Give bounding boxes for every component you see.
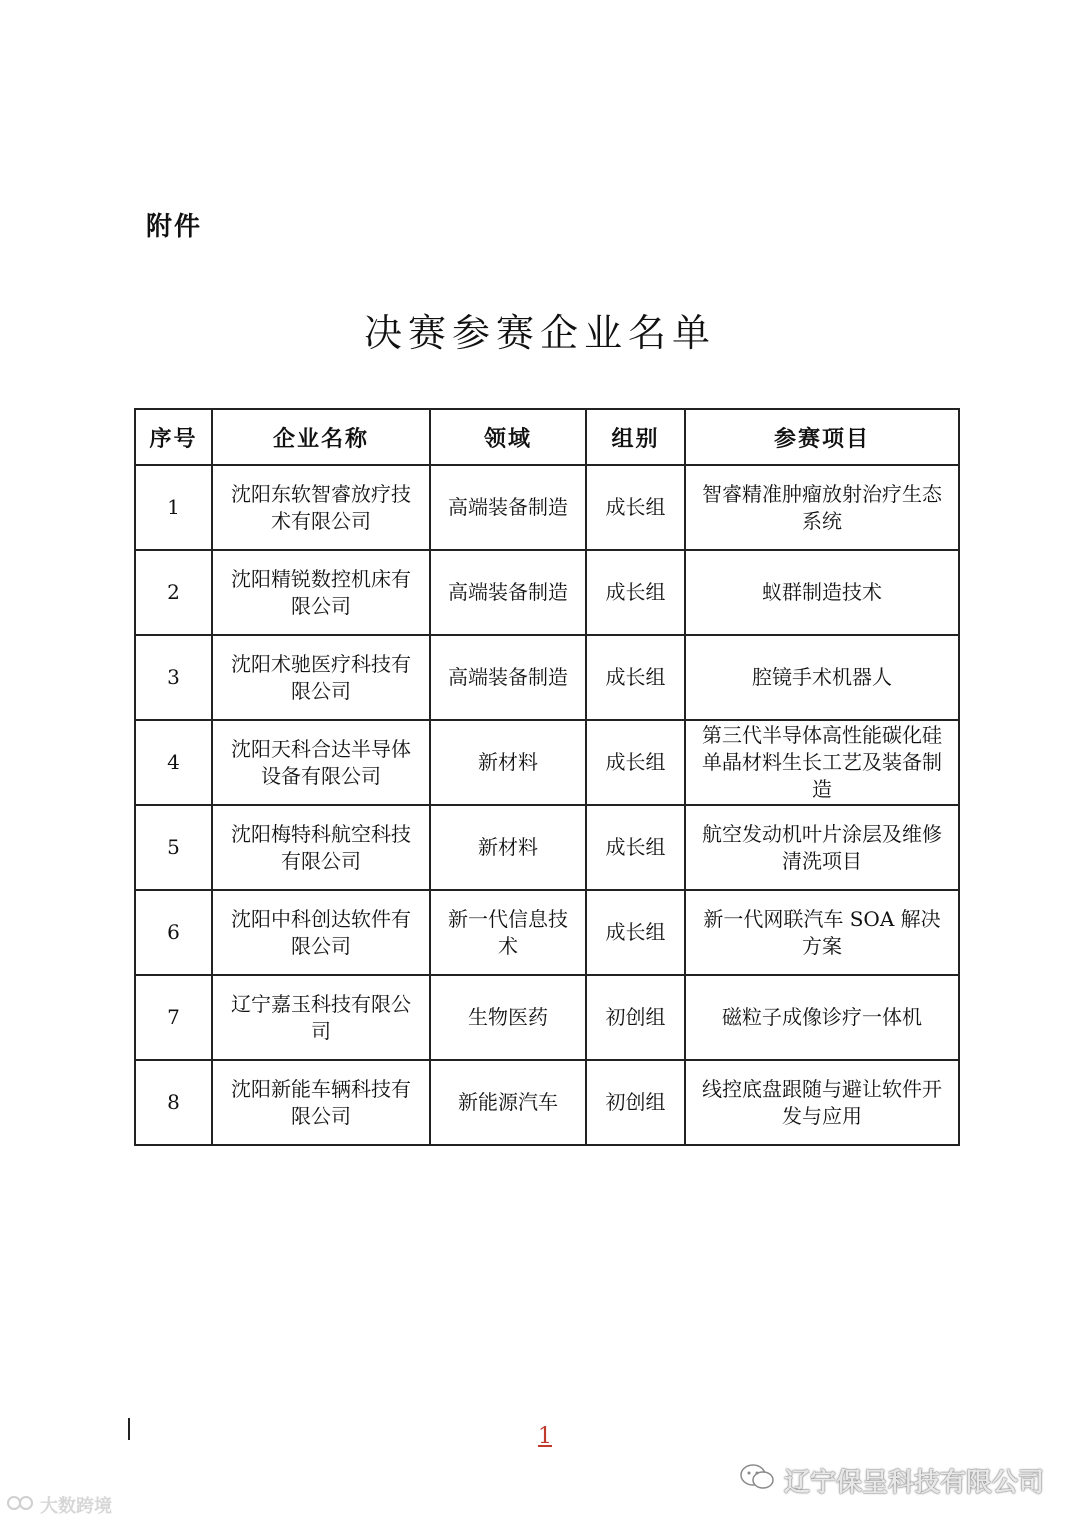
cell-project: 磁粒子成像诊疗一体机 — [685, 975, 959, 1060]
cell-group: 成长组 — [586, 465, 685, 550]
cell-project: 蚁群制造技术 — [685, 550, 959, 635]
cell-group: 成长组 — [586, 890, 685, 975]
cell-group: 成长组 — [586, 635, 685, 720]
cell-company: 沈阳东软智睿放疗技术有限公司 — [212, 465, 430, 550]
column-header-field: 领域 — [430, 409, 586, 465]
cell-field: 新材料 — [430, 805, 586, 890]
cell-project: 智睿精准肿瘤放射治疗生态系统 — [685, 465, 959, 550]
cell-company: 沈阳天科合达半导体设备有限公司 — [212, 720, 430, 805]
table-row — [135, 975, 959, 1060]
cell-group: 成长组 — [586, 550, 685, 635]
cell-no: 2 — [135, 550, 212, 635]
watermark-right-text: 辽宁保呈科技有限公司 — [784, 1468, 1045, 1498]
text-cursor — [128, 1418, 130, 1440]
cell-project: 新一代网联汽车 SOA 解决方案 — [685, 890, 959, 975]
cell-field: 生物医药 — [430, 975, 586, 1060]
cell-group: 初创组 — [586, 975, 685, 1060]
watermark-right — [738, 1462, 1044, 1499]
cell-no: 5 — [135, 805, 212, 890]
cell-project: 航空发动机叶片涂层及维修清洗项目 — [685, 805, 959, 890]
attachment-label: 附件 — [146, 212, 203, 242]
cell-project: 第三代半导体高性能碳化硅单晶材料生长工艺及装备制造 — [685, 720, 959, 805]
cell-field: 新能源汽车 — [430, 1060, 586, 1145]
cell-company: 沈阳术驰医疗科技有限公司 — [212, 635, 430, 720]
watermark-left-text: 大数跨境 — [40, 1496, 112, 1517]
cell-field: 新一代信息技术 — [430, 890, 586, 975]
column-header-project: 参赛项目 — [685, 409, 959, 465]
table-row — [135, 890, 959, 975]
table-row — [135, 720, 959, 805]
column-header-company: 企业名称 — [212, 409, 430, 465]
cell-field: 高端装备制造 — [430, 635, 586, 720]
column-header-no: 序号 — [135, 409, 212, 465]
page-title: 决赛参赛企业名单 — [363, 311, 716, 355]
table-row — [135, 465, 959, 550]
cell-company: 沈阳新能车辆科技有限公司 — [212, 1060, 430, 1145]
table-row — [135, 550, 959, 635]
cell-field: 新材料 — [430, 720, 586, 805]
page-number[interactable]: 1 — [538, 1424, 552, 1449]
cell-field: 高端装备制造 — [430, 465, 586, 550]
table-row — [135, 635, 959, 720]
column-header-group: 组别 — [586, 409, 685, 465]
cell-no: 8 — [135, 1060, 212, 1145]
cell-project: 线控底盘跟随与避让软件开发与应用 — [685, 1060, 959, 1145]
cell-no: 7 — [135, 975, 212, 1060]
cell-no: 1 — [135, 465, 212, 550]
link-icon — [6, 1493, 36, 1518]
cell-company: 沈阳梅特科航空科技有限公司 — [212, 805, 430, 890]
table-row — [135, 1060, 959, 1145]
watermark-left — [6, 1492, 112, 1518]
cell-company: 沈阳中科创达软件有限公司 — [212, 890, 430, 975]
cell-no: 6 — [135, 890, 212, 975]
cell-no: 3 — [135, 635, 212, 720]
table-row — [135, 805, 959, 890]
cell-group: 成长组 — [586, 720, 685, 805]
table-header-row — [135, 409, 959, 465]
cell-no: 4 — [135, 720, 212, 805]
cell-project: 腔镜手术机器人 — [685, 635, 959, 720]
table-body — [135, 465, 959, 1145]
company-table — [134, 408, 960, 1146]
wechat-icon — [738, 1462, 776, 1499]
cell-field: 高端装备制造 — [430, 550, 586, 635]
cell-group: 初创组 — [586, 1060, 685, 1145]
cell-group: 成长组 — [586, 805, 685, 890]
cell-company: 沈阳精锐数控机床有限公司 — [212, 550, 430, 635]
cell-company: 辽宁嘉玉科技有限公司 — [212, 975, 430, 1060]
